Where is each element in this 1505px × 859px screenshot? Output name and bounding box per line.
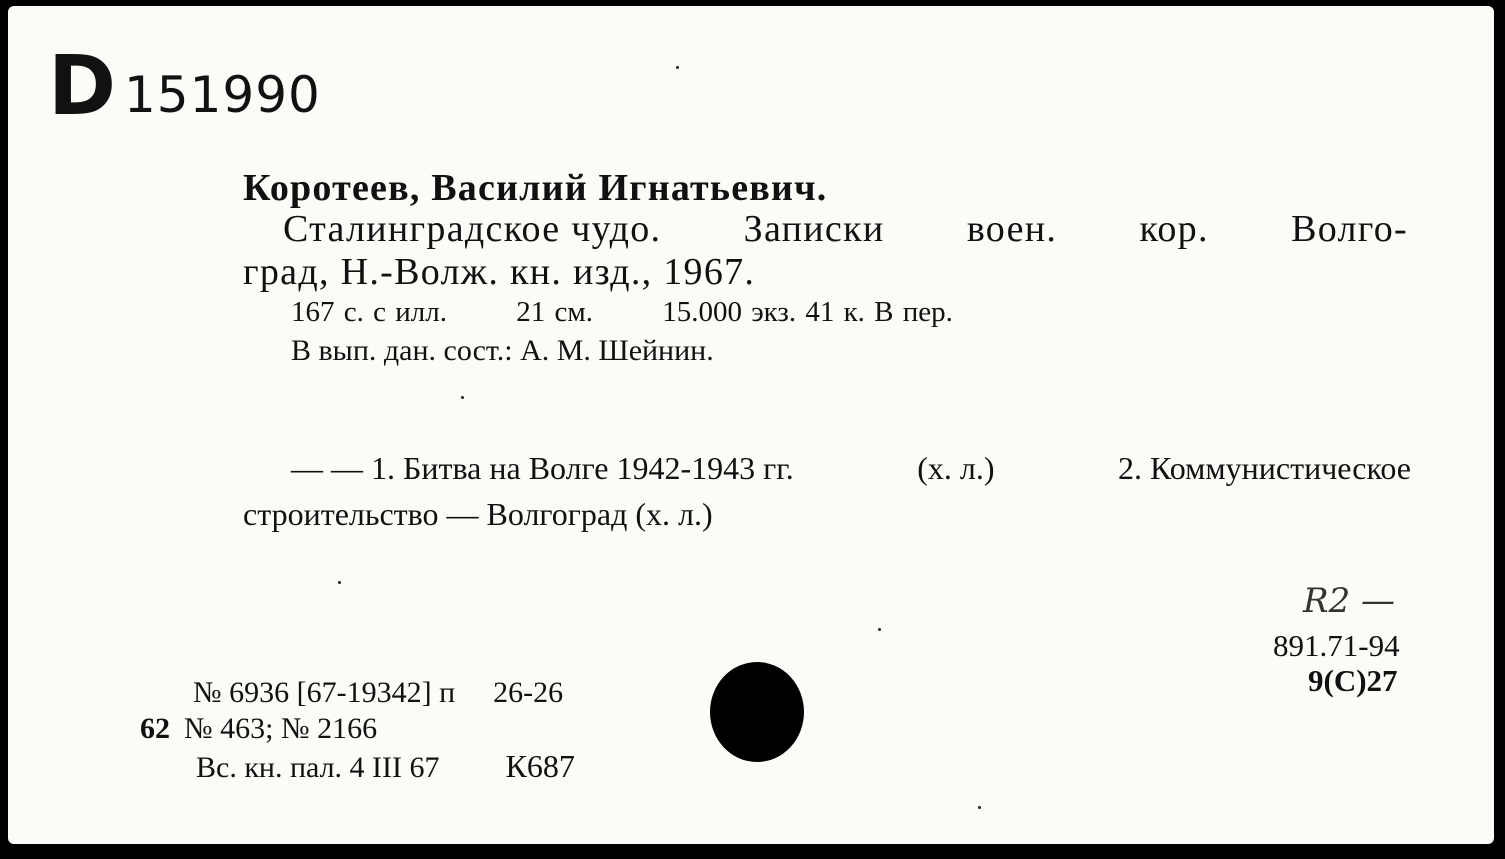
- title-part: кор.: [1139, 208, 1209, 250]
- card-number-letter: D: [48, 39, 115, 134]
- title-line-1: [283, 207, 1408, 251]
- footer-numbers: № 463; № 2166: [184, 712, 378, 745]
- speck: [676, 66, 679, 69]
- author-heading: Коротеев, Василий Игнатьевич.: [243, 167, 828, 209]
- classification-udc: 891.71-94: [1273, 628, 1400, 663]
- title-part: Волго-: [1291, 208, 1408, 250]
- footer-code: 26-26: [493, 676, 564, 709]
- card-number: 151990: [124, 66, 321, 124]
- subject-2: 2. Коммунистическое: [1117, 450, 1411, 486]
- catalog-card: [8, 6, 1494, 844]
- footer-line-1: [193, 676, 563, 710]
- footer-line-2: [140, 712, 377, 746]
- subject-1: — — 1. Битва на Волге 1942-1943 гг.: [291, 450, 794, 486]
- footer-chamber: Вс. кн. пал. 4 III 67: [196, 751, 440, 784]
- title-part: Сталинградское чудо.: [283, 208, 662, 250]
- handwritten-note: R2 —: [1303, 581, 1396, 621]
- pages: 167 с. с илл.: [291, 296, 447, 328]
- title-part: Записки: [743, 208, 885, 250]
- footer-author-mark: К687: [505, 748, 575, 784]
- subjects-line-1: [291, 450, 1411, 487]
- speck: [338, 581, 341, 584]
- subjects-line-2: строительство — Волгоград (х. л.): [243, 496, 713, 532]
- footer-prefix: 62: [140, 712, 170, 745]
- footer-line-3: [196, 748, 575, 785]
- print-run-price: 15.000 экз. 41 к. В пер.: [662, 296, 953, 328]
- footer-order-number: № 6936 [67-19342] п: [193, 676, 456, 709]
- physical-description: [291, 296, 1013, 329]
- size: 21 см.: [516, 296, 593, 328]
- classification-bbk: 9(С)27: [1308, 663, 1398, 698]
- title-part: воен.: [966, 208, 1058, 250]
- title-line-2: град, Н.-Волж. кн. изд., 1967.: [243, 251, 756, 293]
- punch-hole: [710, 662, 804, 762]
- subject-1-type: (х. л.): [917, 450, 995, 486]
- speck: [978, 806, 981, 809]
- speck: [461, 396, 464, 399]
- speck: [878, 628, 881, 631]
- compiler-note: В вып. дан. сост.: А. М. Шейнин.: [291, 334, 714, 367]
